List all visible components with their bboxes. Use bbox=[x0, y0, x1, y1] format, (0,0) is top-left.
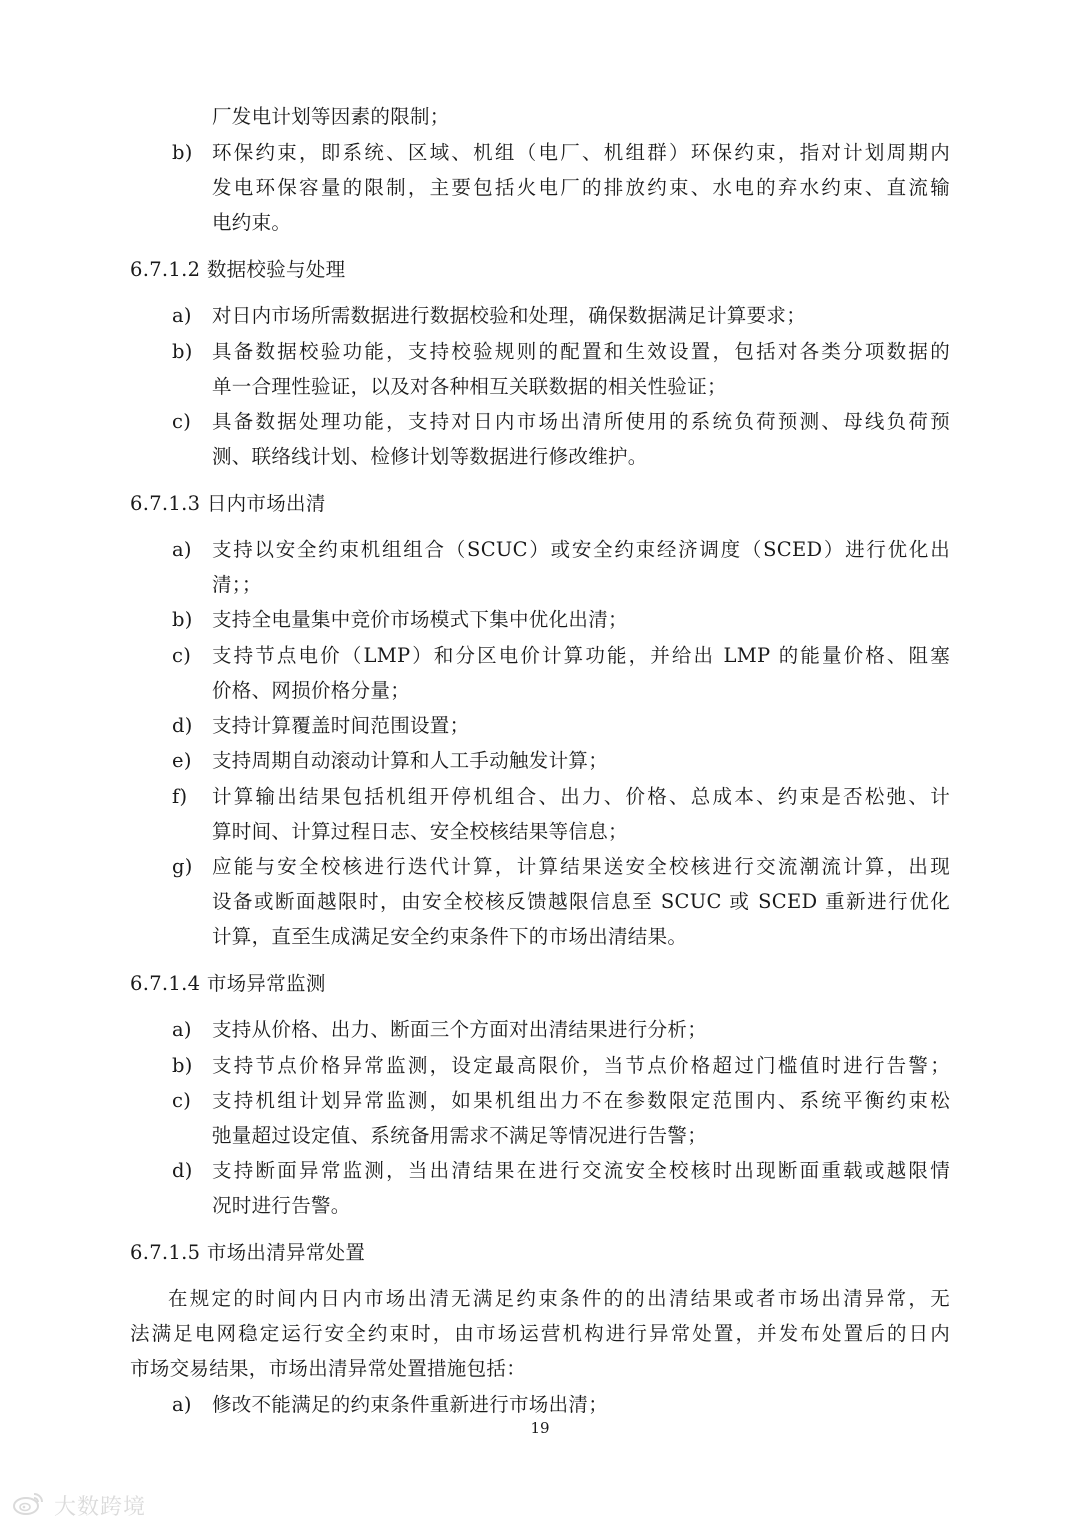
continuation-line: 厂发电计划等因素的限制； bbox=[212, 105, 450, 128]
item-line: 支持机组计划异常监测，如果机组出力不在参数限定范围内、系统平衡约束松 bbox=[212, 1089, 950, 1112]
item-line: 设备或断面越限时，由安全校核反馈越限信息至 SCUC 或 SCED 重新进行优化 bbox=[212, 890, 950, 913]
item-marker: c) bbox=[172, 644, 192, 667]
item-line: 算时间、计算过程日志、安全校核结果等信息； bbox=[212, 820, 628, 843]
section-heading: 6.7.1.3 日内市场出清 bbox=[130, 492, 326, 515]
weibo-logo-icon bbox=[12, 1490, 46, 1520]
item-line: 修改不能满足的约束条件重新进行市场出清； bbox=[212, 1393, 609, 1416]
item-line: 应能与安全校核进行迭代计算，计算结果送安全校核进行交流潮流计算，出现 bbox=[212, 855, 950, 878]
item-marker: f) bbox=[172, 785, 188, 808]
item-marker: b) bbox=[172, 141, 193, 164]
item-line: 对日内市场所需数据进行数据校验和处理，确保数据满足计算要求； bbox=[212, 304, 807, 327]
item-line: 支持周期自动滚动计算和人工手动触发计算； bbox=[212, 749, 609, 772]
item-line: 价格、网损价格分量； bbox=[212, 679, 411, 702]
item-line: 具备数据校验功能，支持校验规则的配置和生效设置，包括对各类分项数据的 bbox=[212, 340, 950, 363]
item-line: 环保约束，即系统、区域、机组（电厂、机组群）环保约束，指对计划周期内 bbox=[212, 141, 950, 164]
item-line: 具备数据处理功能，支持对日内市场出清所使用的系统负荷预测、母线负荷预 bbox=[212, 410, 950, 433]
item-line: 支持以安全约束机组组合（SCUC）或安全约束经济调度（SCED）进行优化出 bbox=[212, 538, 950, 561]
page-number: 19 bbox=[530, 1419, 550, 1437]
item-line: 计算，直至生成满足安全约束条件下的市场出清结果。 bbox=[212, 925, 688, 948]
item-marker: b) bbox=[172, 1054, 193, 1077]
item-line: 单一合理性验证，以及对各种相互关联数据的相关性验证； bbox=[212, 375, 727, 398]
item-marker: d) bbox=[172, 1159, 193, 1182]
item-marker: a) bbox=[172, 538, 192, 561]
item-line: 测、联络线计划、检修计划等数据进行修改维护。 bbox=[212, 445, 648, 468]
watermark bbox=[12, 1490, 146, 1520]
watermark-text: 大数跨境 bbox=[54, 1494, 147, 1520]
item-line: 支持从价格、出力、断面三个方面对出清结果进行分析； bbox=[212, 1018, 708, 1041]
item-marker: a) bbox=[172, 1018, 192, 1041]
item-marker: d) bbox=[172, 714, 193, 737]
item-line: 支持全电量集中竞价市场模式下集中优化出清； bbox=[212, 608, 628, 631]
item-line: 支持节点电价（LMP）和分区电价计算功能，并给出 LMP 的能量价格、阻塞 bbox=[212, 644, 950, 667]
section-heading: 6.7.1.5 市场出清异常处置 bbox=[130, 1241, 366, 1264]
item-marker: b) bbox=[172, 608, 193, 631]
item-line: 发电环保容量的限制，主要包括火电厂的排放约束、水电的弃水约束、直流输 bbox=[212, 176, 950, 199]
item-line: 支持节点价格异常监测，设定最高限价，当节点价格超过门槛值时进行告警； bbox=[212, 1054, 950, 1077]
item-marker: a) bbox=[172, 1393, 192, 1416]
paragraph-line: 法满足电网稳定运行安全约束时，由市场运营机构进行异常处置，并发布处置后的日内 bbox=[130, 1322, 950, 1345]
section-heading: 6.7.1.4 市场异常监测 bbox=[130, 972, 326, 995]
item-line: 况时进行告警。 bbox=[212, 1194, 351, 1217]
item-marker: b) bbox=[172, 340, 193, 363]
item-marker: e) bbox=[172, 749, 192, 772]
item-line: 支持计算覆盖时间范围设置； bbox=[212, 714, 470, 737]
paragraph-line: 在规定的时间内日内市场出清无满足约束条件的的出清结果或者市场出清异常，无 bbox=[168, 1287, 950, 1310]
item-line: 清；； bbox=[212, 573, 262, 596]
paragraph-line: 市场交易结果，市场出清异常处置措施包括： bbox=[130, 1357, 527, 1380]
item-line: 支持断面异常监测，当出清结果在进行交流安全校核时出现断面重载或越限情 bbox=[212, 1159, 950, 1182]
item-marker: c) bbox=[172, 410, 192, 433]
item-line: 弛量超过设定值、系统备用需求不满足等情况进行告警； bbox=[212, 1124, 708, 1147]
item-marker: a) bbox=[172, 304, 192, 327]
item-marker: g) bbox=[172, 855, 193, 878]
item-line: 计算输出结果包括机组开停机组合、出力、价格、总成本、约束是否松弛、计 bbox=[212, 785, 950, 808]
item-line: 电约束。 bbox=[212, 211, 292, 234]
section-heading: 6.7.1.2 数据校验与处理 bbox=[130, 258, 346, 281]
item-marker: c) bbox=[172, 1089, 192, 1112]
